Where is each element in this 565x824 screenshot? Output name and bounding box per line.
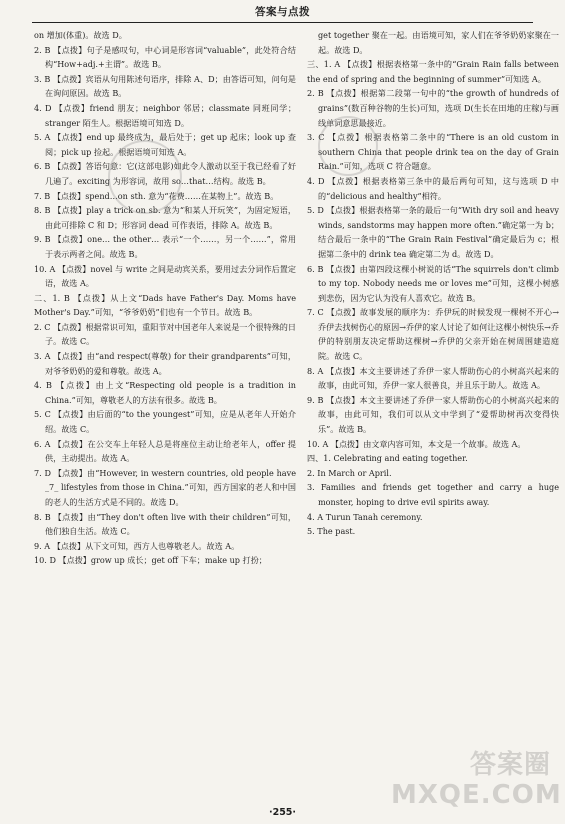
left-column-paragraph: 4. B 【点拨】由上文“Respecting old people is a tradition in China.”可知，尊敬老人的方法有很多。故选 B。 xyxy=(34,380,296,405)
right-column-paragraph: 3. Families and friends get together and carry a huge monster, hoping to drive evil spirits away. xyxy=(307,482,559,507)
left-column-paragraph: 3. A 【点拨】由“and respect(尊敬) for their grandparents”可知，对爷爷奶奶的爱和尊敬。故选 A。 xyxy=(34,351,296,376)
right-column-paragraph: 4. D 【点拨】根据表格第三条中的最后两句可知，这与选项 D 中的“delicious and healthy”相符。 xyxy=(307,175,559,201)
right-column-paragraph: 5. D 【点拨】根据表格第一条的最后一句“With dry soil and heavy winds, sandstorms may happen more often.”确定第一为 b；结合最后一条中的“The Grain Rain Festival”确定最后为 c；根据第二条中的 drink tea 确定第二为 d。故选 D。 xyxy=(307,205,559,259)
left-column-paragraph: 2. B 【点拨】句子是感叹句，中心词是形容词“valuable”，此处符合结构“How+adj.+主谓”。故选 B。 xyxy=(34,44,296,70)
left-column-paragraph: 9. A 【点拨】从下文可知，西方人也尊敬老人。故选 A。 xyxy=(34,540,240,551)
left-column-paragraph: on 增加(体重)。故选 D。 xyxy=(34,30,127,40)
right-column-paragraph: 四、1. Celebrating and eating together. xyxy=(307,453,468,464)
right-column-paragraph: 3. C 【点拨】根据表格第二条中的“There is an old custom in southern China that people drink tea on the day of Grain Rain.”可知，选项 C 符合题意。 xyxy=(307,132,559,172)
left-column-paragraph: 9. B 【点拨】one… the other… 表示“一个……，另一个……”，常用于表示两者之间。故选 B。 xyxy=(34,234,296,259)
left-column-paragraph: 10. D 【点拨】grow up 成长；get off 下车；make up 打扮； xyxy=(34,555,267,566)
right-column-paragraph: 8. A 【点拨】本文主要讲述了乔伊一家人帮助伤心的小树高兴起来的故事，由此可知，乔伊一家人很善良，并且乐于助人。故选 A。 xyxy=(307,365,559,391)
page-number: ·255· xyxy=(268,807,297,818)
right-column-paragraph: 三、1. A 【点拨】根据表格第一条中的“Grain Rain falls between the end of spring and the beginning of summer”可知选 A。 xyxy=(307,59,559,84)
right-column-paragraph: 4. A Turun Tanah ceremony. xyxy=(307,511,423,522)
header-divider xyxy=(32,22,533,23)
right-column-paragraph: 2. In March or April. xyxy=(307,467,392,478)
right-column-paragraph: 10. A 【点拨】由文章内容可知，本文是一个故事。故选 A。 xyxy=(307,438,526,449)
watermark-seal-icon xyxy=(108,140,182,214)
left-column-paragraph: 10. A 【点拨】novel 与 write 之间是动宾关系，要用过去分词作后置定语，故选 A。 xyxy=(34,263,296,289)
right-column-paragraph: 2. B 【点拨】根据第二段第一句中的“the growth of hundreds of grains”(数百种谷物的生长)可知，选项 D(生长在田地的庄稼)与画线单词意思最接近。 xyxy=(307,88,559,128)
right-column-paragraph: 7. C 【点拨】故事发展的顺序为：乔伊玩的时候发现一棵树不开心→乔伊去找树伤心的原因→乔伊的家人讨论了如何让这棵小树快乐→乔伊的特别朋友决定帮助这棵树→乔伊的父亲开始在树周围建造庭院。故选 C。 xyxy=(307,307,559,362)
left-column-paragraph: 4. D 【点拨】friend 朋友；neighbor 邻居；classmate 同班同学；stranger 陌生人。根据语境可知选 D。 xyxy=(34,102,296,128)
right-column-paragraph: 5. The past. xyxy=(307,526,356,537)
page-header: 答案与点拨 xyxy=(255,6,310,18)
left-column-paragraph: 8. B 【点拨】由“They don't often live with their children”可知，他们独自生活。故选 C。 xyxy=(34,511,296,537)
left-column-paragraph: 7. D 【点拨】由“However, in western countries, old people have _7_ lifestyles from those in China.”可知，西方国家的老人和中国的老人的生活方式是不同的。故选 D。 xyxy=(34,467,296,507)
left-column-paragraph: 二、1. B 【点拨】从上文“Dads have Father's Day. Moms have Mother's Day.”可知，“爷爷奶奶”们也有一个节日。故选 B。 xyxy=(34,292,296,318)
left-column-paragraph: 5. A 【点拨】end up 最终成为，最后处于；get up 起床；look up 查阅；pick up 捡起。根据语境可知选 A。 xyxy=(34,132,296,157)
left-column-paragraph: 7. B 【点拨】spend…on sth. 意为“花费……在某物上”。故选 B。 xyxy=(34,190,279,201)
left-column-paragraph: 6. A 【点拨】在公交车上年轻人总是将座位主动让给老年人，offer 提供，主动提出。故选 A。 xyxy=(34,438,296,464)
left-column-paragraph: 8. B 【点拨】play a trick on sb. 意为“和某人开玩笑”，为固定短语，由此可排除 C 和 D；形容词 dead 可作表语，排除 A。故选 B。 xyxy=(34,205,296,230)
left-column-paragraph: 3. B 【点拨】宾语从句用陈述句语序，排除 A、D；由答语可知，问句是在询问原因。故选 B。 xyxy=(34,73,296,99)
watermark-seal-icon xyxy=(318,116,378,176)
right-column-paragraph: 6. B 【点拨】由第四段这棵小树说的话“The squirrels don't climb to my top. Nobody needs me or loves me”可知，这棵小树感到悲伤，因为它认为没有人喜欢它。故选 B。 xyxy=(307,263,559,303)
left-column-paragraph: 5. C 【点拨】由后面的“to the youngest”可知，应是从老年人开始介绍。故选 C。 xyxy=(34,409,296,435)
right-column-paragraph: 9. B 【点拨】本文主要讲述了乔伊一家人帮助伤心的小树高兴起来的故事，由此可知，我们可以从文中学到了“爱帮助树再次变得快乐”。故选 B。 xyxy=(307,394,559,435)
watermark-logo: 答案圈 MXQE.COM xyxy=(391,750,562,810)
left-column-paragraph: 6. B 【点拨】答语句意：它(这部电影)如此令人激动以至于我已经看了好几遍了。exciting 为形容词，故用 so…that…结构。故选 B。 xyxy=(34,161,296,186)
right-column-paragraph: get together 聚在一起。由语境可知，家人们在爷爷奶奶家聚在一起。故选 D。 xyxy=(318,30,559,55)
left-column xyxy=(34,28,296,798)
left-column-paragraph: 2. C 【点拨】根据常识可知，重阳节对中国老年人来说是一个很特殊的日子。故选 C。 xyxy=(34,321,296,347)
